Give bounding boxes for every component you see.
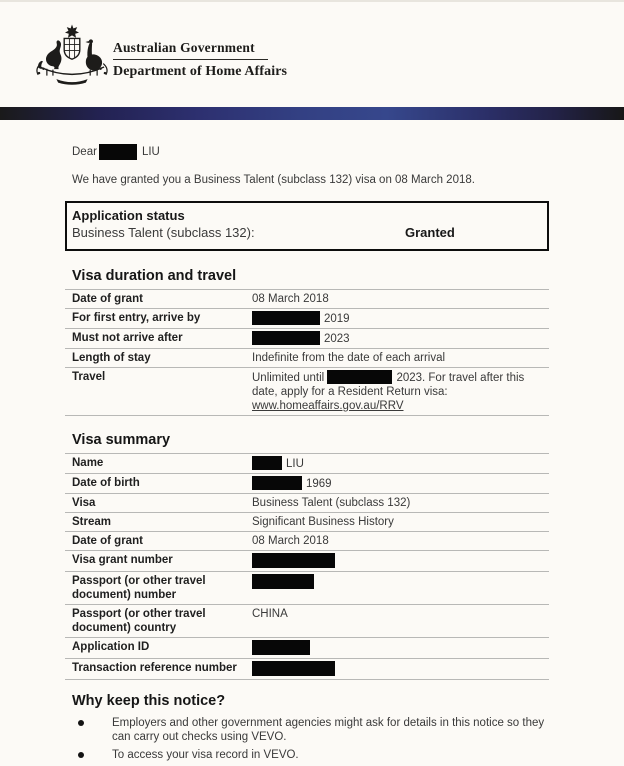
row-label: Stream	[72, 516, 111, 528]
redacted-birthdate	[252, 476, 302, 490]
row-label: Date of grant	[72, 535, 143, 547]
government-title: Australian Government	[113, 40, 255, 55]
header-divider	[113, 59, 268, 60]
application-status-title: Application status	[72, 208, 185, 223]
redacted-date	[252, 311, 320, 325]
rrv-link[interactable]: www.homeaffairs.gov.au/RRV	[252, 400, 404, 412]
visa-duration-heading: Visa duration and travel	[72, 268, 237, 284]
table-row	[65, 474, 549, 494]
table-row	[65, 349, 549, 368]
department-title: Department of Home Affairs	[113, 64, 288, 79]
row-label: For first entry, arrive by	[72, 312, 201, 324]
row-label: Length of stay	[72, 352, 151, 364]
row-label: Date of birth	[72, 477, 140, 489]
redacted-passport-number	[252, 574, 314, 589]
table-row	[65, 309, 549, 329]
list-item: Employers and other government agencies might ask for details in this notice so they can carry out checks using VEVO.	[72, 716, 550, 744]
salutation-surname: LIU	[141, 145, 160, 158]
why-keep-heading: Why keep this notice?	[72, 693, 226, 709]
row-value: Unlimited until 2023. For travel after this date, apply for a Resident Return visa: www.homeaffairs.gov.au/RRV	[252, 372, 525, 412]
letter-body	[72, 136, 549, 766]
visa-summary-heading: Visa summary	[72, 432, 171, 448]
list-item: To access your visa record in VEVO.	[72, 748, 550, 762]
table-row	[65, 290, 549, 309]
row-value	[252, 574, 548, 602]
application-status-box	[65, 201, 549, 251]
row-value: Significant Business History	[252, 516, 394, 528]
row-value: CHINA	[252, 608, 288, 620]
row-value: 2023	[252, 331, 548, 346]
table-row	[65, 329, 549, 349]
redacted-application-id	[252, 640, 310, 655]
table-row	[65, 551, 549, 572]
row-value	[252, 553, 548, 569]
row-value: LIU	[252, 456, 548, 471]
row-label: Name	[72, 457, 104, 469]
redacted-date	[327, 370, 392, 384]
row-value: Indefinite from the date of each arrival	[252, 352, 446, 364]
table-row	[65, 638, 549, 659]
row-label: Travel	[72, 371, 106, 383]
redacted-given-name	[252, 456, 282, 470]
application-status-row	[72, 224, 547, 242]
row-value: 08 March 2018	[252, 293, 329, 305]
row-value: Business Talent (subclass 132)	[252, 497, 411, 509]
redacted-date	[252, 331, 320, 345]
redacted-given-name	[99, 144, 137, 160]
row-value	[252, 661, 548, 677]
visa-duration-table	[65, 289, 549, 416]
row-value: 1969	[252, 476, 548, 491]
application-status-value: Granted	[405, 225, 455, 240]
table-row	[65, 494, 549, 513]
row-label: Date of grant	[72, 293, 143, 305]
table-row	[65, 513, 549, 532]
salutation	[72, 143, 549, 160]
row-value: 2019	[252, 311, 548, 326]
row-label: Passport (or other travel document) country	[72, 608, 206, 634]
why-keep-list	[72, 716, 549, 762]
table-row	[65, 659, 549, 680]
table-row	[65, 605, 549, 638]
row-label: Must not arrive after	[72, 332, 183, 344]
row-label: Visa grant number	[72, 554, 173, 566]
application-status-label: Business Talent (subclass 132):	[72, 225, 255, 240]
row-label: Application ID	[72, 641, 150, 653]
table-row	[65, 572, 549, 605]
header-gradient-bar	[0, 107, 624, 120]
redacted-transaction-reference	[252, 661, 335, 676]
row-label: Visa	[72, 497, 96, 509]
redacted-visa-grant-number	[252, 553, 335, 568]
department-header	[113, 40, 287, 80]
visa-summary-table	[65, 453, 549, 680]
row-label: Passport (or other travel document) number	[72, 575, 206, 601]
australian-coat-of-arms-icon	[33, 23, 111, 85]
table-row	[65, 454, 549, 474]
table-row	[65, 368, 549, 416]
grant-intro-text: We have granted you a Business Talent (subclass 132) visa on 08 March 2018.	[72, 174, 475, 186]
row-value	[252, 640, 548, 656]
table-row	[65, 532, 549, 551]
salutation-prefix: Dear	[72, 145, 97, 158]
row-value: 08 March 2018	[252, 535, 329, 547]
row-label: Transaction reference number	[72, 662, 237, 674]
